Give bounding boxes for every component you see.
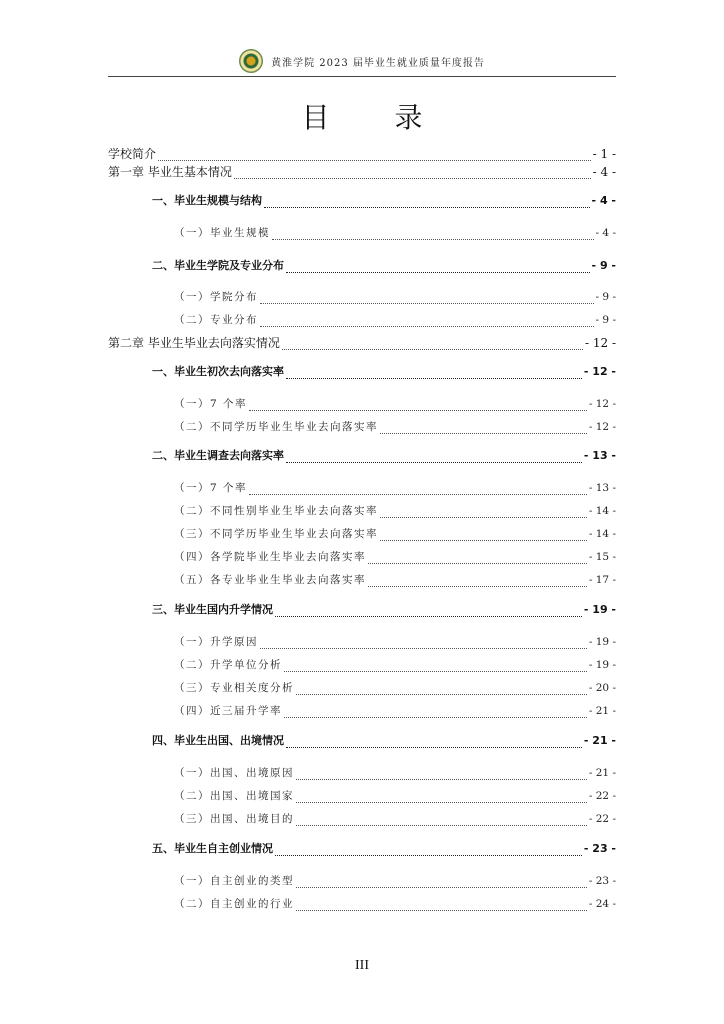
toc-entry-sub[interactable] [174, 290, 616, 304]
toc-leader-dots [368, 577, 587, 587]
toc-entry-section[interactable] [152, 194, 616, 208]
toc-entry-page: - 12 - [588, 421, 616, 433]
toc-entry-sub[interactable] [174, 397, 616, 411]
toc-entry-page: - 13 - [588, 482, 616, 494]
toc-entry-label: （二）不同性别毕业生毕业去向落实率 [174, 505, 378, 517]
toc-leader-dots [296, 901, 587, 911]
toc-entry-label: （三）不同学历毕业生毕业去向落实率 [174, 528, 378, 540]
toc-entry-sub[interactable] [174, 635, 616, 649]
toc-entry-label: （一）7 个率 [174, 398, 248, 410]
toc-entry-page: - 13 - [583, 449, 616, 462]
toc-leader-dots [296, 770, 587, 780]
toc-entry-sub[interactable] [174, 681, 616, 695]
toc-entry-sub[interactable] [174, 789, 616, 803]
toc-leader-dots [286, 369, 582, 379]
toc-leader-dots [286, 453, 582, 463]
toc-entry-page: - 12 - [584, 336, 616, 350]
toc-entry-label: （二）专业分布 [174, 314, 258, 326]
toc-entry-page: - 1 - [592, 147, 616, 161]
toc-entry-label: （四）各学院毕业生毕业去向落实率 [174, 551, 366, 563]
toc-entry-sub[interactable] [174, 897, 616, 911]
page-title: 目 录 [301, 101, 451, 134]
toc-entry-page: - 21 - [588, 705, 616, 717]
toc-entry-page: - 22 - [588, 790, 616, 802]
toc-entry-page: - 22 - [588, 813, 616, 825]
toc-entry-label: （二）升学单位分析 [174, 659, 282, 671]
toc-entry-label: 一、毕业生规模与结构 [152, 194, 262, 207]
toc-leader-dots [234, 169, 591, 179]
toc-entry-label: 学校简介 [108, 147, 157, 161]
toc-entry-label: 第二章 毕业生毕业去向落实情况 [108, 336, 280, 350]
toc-entry-page: - 20 - [588, 682, 616, 694]
toc-entry-label: （一）升学原因 [174, 636, 258, 648]
toc-entry-page: - 24 - [588, 898, 616, 910]
toc-entry-chapter[interactable] [108, 165, 616, 179]
toc-entry-sub[interactable] [174, 504, 616, 518]
toc-entry-chapter[interactable] [108, 336, 616, 350]
toc-entry-page: - 9 - [595, 291, 616, 303]
toc-leader-dots [272, 230, 594, 240]
toc-leader-dots [284, 708, 587, 718]
toc-entry-label: 二、毕业生调查去向落实率 [152, 449, 284, 462]
toc-entry-page: - 19 - [588, 659, 616, 671]
toc-leader-dots [380, 508, 587, 518]
toc-entry-label: （一）自主创业的类型 [174, 875, 294, 887]
toc-entry-chapter[interactable] [108, 147, 616, 161]
toc-leader-dots [284, 662, 587, 672]
toc-leader-dots [296, 685, 587, 695]
toc-entry-sub[interactable] [174, 766, 616, 780]
toc-entry-label: （二）出国、出境国家 [174, 790, 294, 802]
toc-leader-dots [380, 424, 587, 434]
toc-entry-page: - 4 - [592, 165, 616, 179]
toc-entry-page: - 15 - [588, 551, 616, 563]
toc-entry-sub[interactable] [174, 704, 616, 718]
toc-leader-dots [260, 294, 594, 304]
toc-entry-label: （一）7 个率 [174, 482, 248, 494]
toc-leader-dots [249, 401, 587, 411]
toc-entry-label: 五、毕业生自主创业情况 [152, 842, 273, 855]
toc-entry-label: （一）毕业生规模 [174, 227, 270, 239]
toc-entry-sub[interactable] [174, 812, 616, 826]
toc-entry-label: （五）各专业毕业生毕业去向落实率 [174, 574, 366, 586]
page-header [108, 46, 616, 77]
toc-entry-sub[interactable] [174, 226, 616, 240]
toc-entry-sub[interactable] [174, 527, 616, 541]
toc-entry-page: - 23 - [583, 842, 616, 855]
toc-leader-dots [264, 198, 590, 208]
toc-leader-dots [286, 738, 582, 748]
toc-entry-page: - 4 - [591, 194, 616, 207]
university-logo-icon [239, 49, 263, 73]
toc-leader-dots [275, 607, 582, 617]
toc-entry-sub[interactable] [174, 420, 616, 434]
toc-entry-page: - 21 - [583, 734, 616, 747]
toc-entry-label: （一）学院分布 [174, 291, 258, 303]
toc-entry-section[interactable] [152, 603, 616, 617]
toc-entry-label: 三、毕业生国内升学情况 [152, 603, 273, 616]
toc-entry-label: （三）出国、出境目的 [174, 813, 294, 825]
toc-entry-sub[interactable] [174, 573, 616, 587]
toc-entry-section[interactable] [152, 734, 616, 748]
toc-leader-dots [260, 317, 594, 327]
toc-entry-sub[interactable] [174, 550, 616, 564]
toc-entry-label: （四）近三届升学率 [174, 705, 282, 717]
toc-entry-page: - 12 - [583, 365, 616, 378]
toc-entry-page: - 23 - [588, 875, 616, 887]
toc-entry-page: - 9 - [591, 259, 616, 272]
toc-entry-section[interactable] [152, 842, 616, 856]
toc-entry-label: （二）自主创业的行业 [174, 898, 294, 910]
toc-entry-section[interactable] [152, 259, 616, 273]
toc-entry-label: （一）出国、出境原因 [174, 767, 294, 779]
toc-entry-page: - 14 - [588, 528, 616, 540]
toc-entry-label: 四、毕业生出国、出境情况 [152, 734, 284, 747]
toc-entry-label: 一、毕业生初次去向落实率 [152, 365, 284, 378]
toc-leader-dots [282, 340, 583, 350]
toc-entry-page: - 19 - [583, 603, 616, 616]
toc-leader-dots [296, 878, 587, 888]
toc-leader-dots [368, 554, 587, 564]
toc-entry-sub[interactable] [174, 313, 616, 327]
toc-leader-dots [158, 151, 591, 161]
toc-leader-dots [286, 263, 590, 273]
toc-entry-sub[interactable] [174, 874, 616, 888]
header-text: 黄淮学院 2023 届毕业生就业质量年度报告 [271, 57, 485, 69]
toc-entry-label: 第一章 毕业生基本情况 [108, 165, 232, 179]
toc-entry-page: - 17 - [588, 574, 616, 586]
toc-entry-page: - 9 - [595, 314, 616, 326]
toc-leader-dots [260, 639, 587, 649]
toc-entry-page: - 21 - [588, 767, 616, 779]
toc-leader-dots [275, 846, 582, 856]
toc-entry-sub[interactable] [174, 481, 616, 495]
toc-entry-page: - 14 - [588, 505, 616, 517]
toc-entry-label: （二）不同学历毕业生毕业去向落实率 [174, 421, 378, 433]
toc-leader-dots [296, 793, 587, 803]
toc-leader-dots [249, 485, 587, 495]
toc-leader-dots [296, 816, 587, 826]
toc-entry-page: - 12 - [588, 398, 616, 410]
toc-entry-sub[interactable] [174, 658, 616, 672]
toc-entry-page: - 4 - [595, 227, 616, 239]
toc-entry-label: （三）专业相关度分析 [174, 682, 294, 694]
toc-entry-page: - 19 - [588, 636, 616, 648]
toc-entry-section[interactable] [152, 449, 616, 463]
toc-entry-label: 二、毕业生学院及专业分布 [152, 259, 284, 272]
toc-entry-section[interactable] [152, 365, 616, 379]
page-number: III [355, 958, 369, 973]
toc-leader-dots [380, 531, 587, 541]
